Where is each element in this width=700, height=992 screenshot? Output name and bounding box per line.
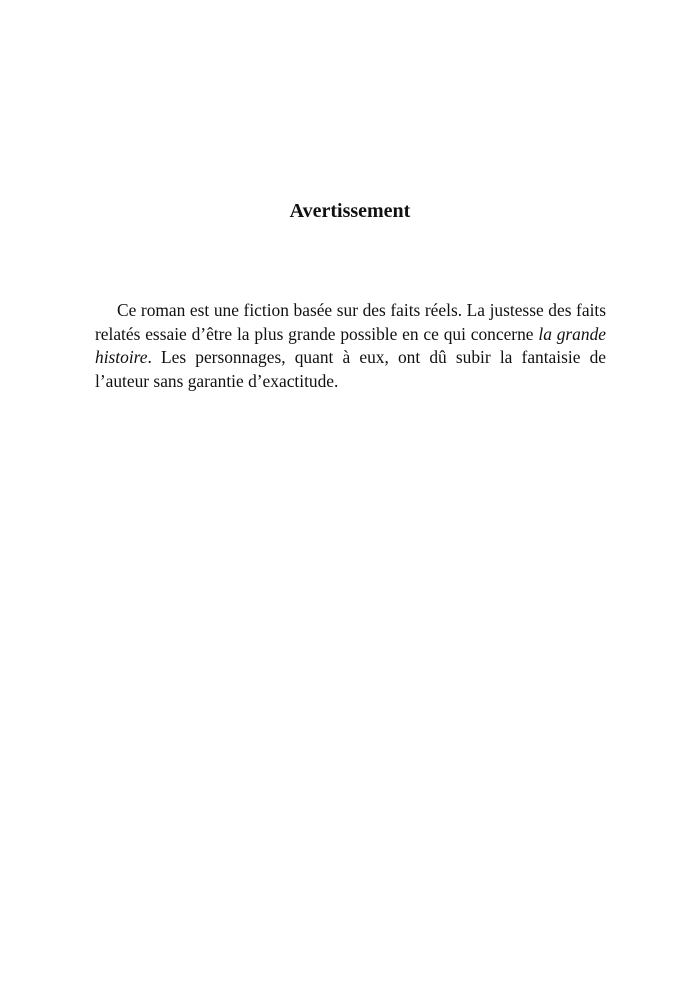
paragraph-emphasis: la grande histoire xyxy=(95,323,606,368)
paragraph-text-end: . Les personnages, quant à eux, ont dû subir la fantaisie de l’auteur sans garantie d’exactitude. xyxy=(95,347,606,391)
warning-paragraph xyxy=(95,299,606,393)
page-title: Avertissement xyxy=(289,200,411,222)
paragraph-text-start: Ce roman est une fiction basée sur des faits réels. La justesse des faits relatés essaie d’être la plus grande possible en ce qui concerne xyxy=(95,300,606,344)
